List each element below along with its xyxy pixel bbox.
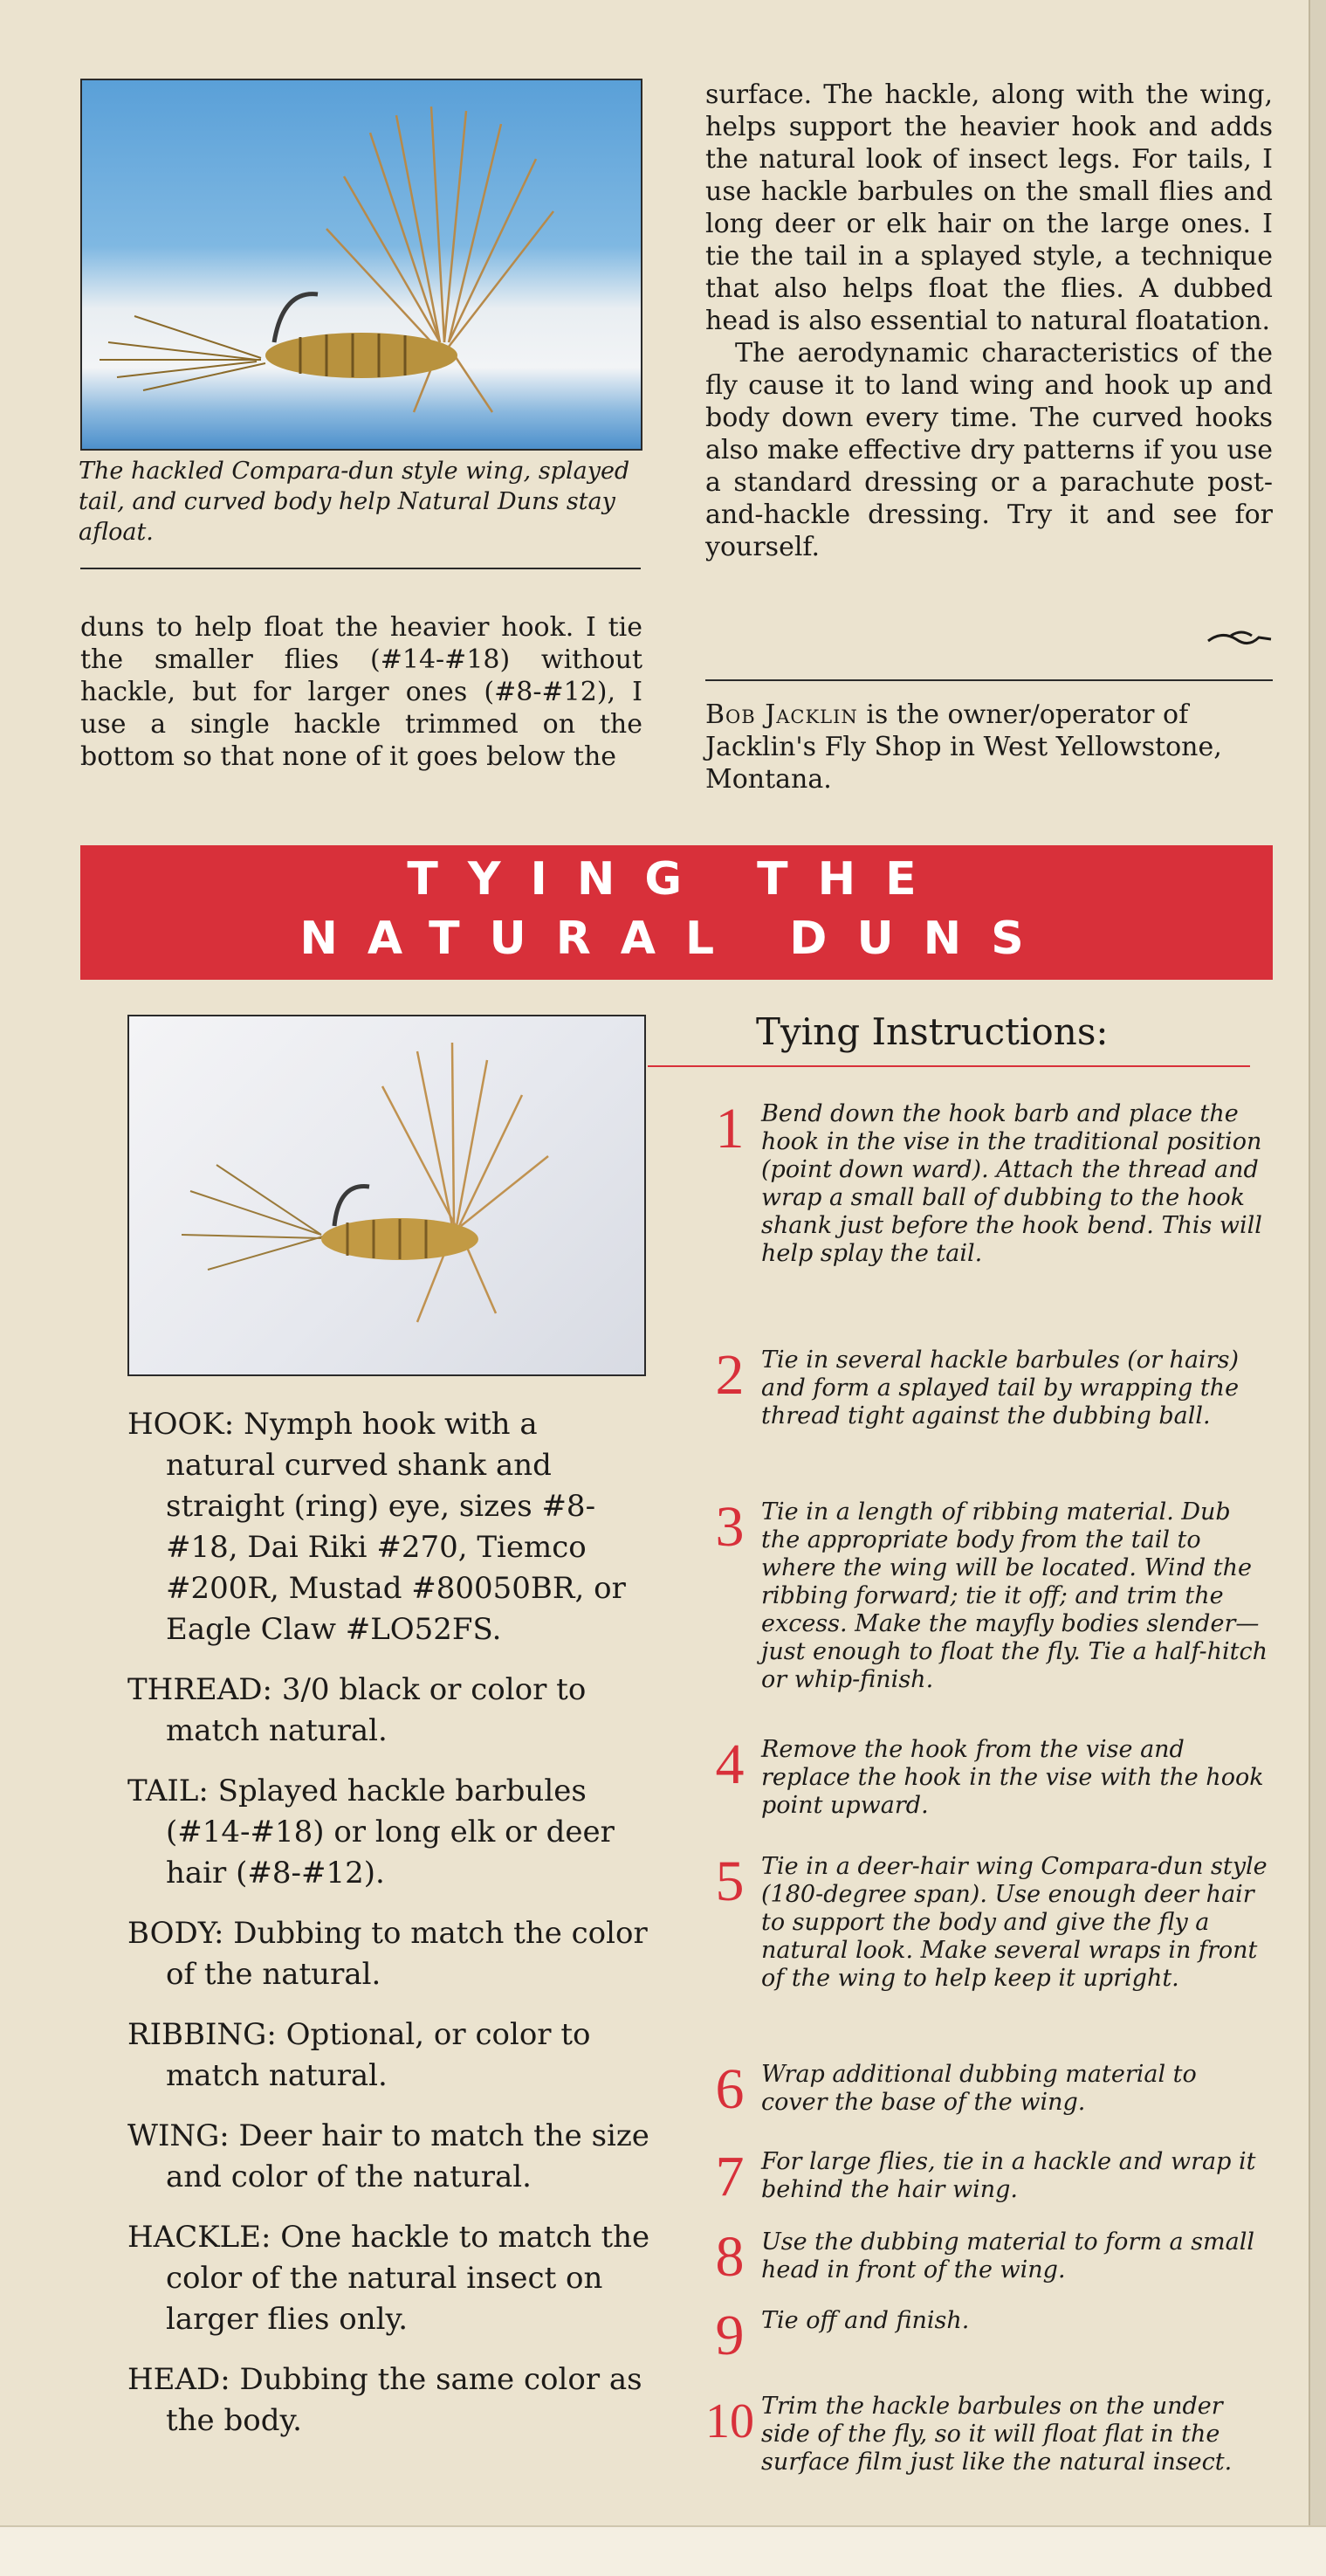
recipe-item-label: WING: bbox=[127, 2118, 230, 2153]
recipe-item-label: TAIL: bbox=[127, 1774, 209, 1808]
instruction-step bbox=[705, 1343, 1264, 1486]
instruction-step bbox=[705, 2393, 1264, 2489]
recipe-item bbox=[127, 2359, 651, 2442]
step-text: Trim the hackle barbules on the under side of the fly, so it will float flat in the surface film just like the natural insect. bbox=[761, 2393, 1233, 2476]
instruction-step bbox=[705, 2304, 1264, 2373]
end-of-article-icon bbox=[1205, 627, 1274, 653]
instruction-step bbox=[705, 1495, 1268, 1722]
step-text: Remove the hook from the vise and replace the hook in the vise with the hook point upward. bbox=[761, 1736, 1264, 1819]
recipe-item-label: HACKLE: bbox=[127, 2220, 271, 2255]
author-name: Bob Jacklin bbox=[705, 699, 858, 730]
recipe-item bbox=[127, 1670, 651, 1752]
fly-photo-bottom bbox=[127, 1015, 646, 1376]
step-text: For large flies, tie in a hackle and wrap it behind the hair wing. bbox=[761, 2148, 1256, 2203]
recipe-list bbox=[127, 1404, 651, 2461]
step-number: 9 bbox=[715, 2304, 745, 2367]
author-bio-text: is the owner/operator of Jacklin's Fly Shop in West Yellowstone, Montana. bbox=[705, 699, 1222, 795]
banner-line-2: NATURAL DUNS bbox=[299, 913, 1054, 965]
instruction-step bbox=[705, 2145, 1264, 2214]
recipe-item-label: BODY: bbox=[127, 1916, 224, 1951]
step-number: 6 bbox=[715, 2057, 745, 2121]
left-column-text bbox=[80, 611, 642, 773]
step-text: Use the dubbing material to form a small head in front of the wing. bbox=[761, 2228, 1255, 2283]
step-number: 3 bbox=[715, 1495, 745, 1559]
bio-divider bbox=[705, 679, 1273, 681]
instruction-step bbox=[705, 1097, 1264, 1329]
right-paragraph-1: surface. The hackle, along with the wing, helps support the heavier hook and adds the natural look of insect legs. For tails, I use hackle barbules on the small flies and long deer or elk hair on the large ones. I tie the tail in a splayed style, a technique that also helps float the flies. A dubbed head is also essential to natural floatation. bbox=[705, 79, 1273, 336]
recipe-item-text: Dubbing to match the color of the natural. bbox=[166, 1916, 648, 1992]
recipe-item bbox=[127, 2015, 651, 2097]
author-bio bbox=[705, 699, 1273, 796]
instruction-step bbox=[705, 1732, 1264, 1839]
recipe-item bbox=[127, 2116, 651, 2198]
left-paragraph: duns to help float the heavier hook. I tie the smaller flies (#14-#18) without hackle, but for larger ones (#8-#12), I use a single hackle trimmed on the bottom so that none of it goes below the bbox=[80, 612, 642, 772]
step-number: 5 bbox=[715, 1849, 745, 1913]
caption-divider bbox=[80, 568, 641, 569]
fly-illustration-2 bbox=[129, 1016, 644, 1374]
recipe-item-text: One hackle to match the color of the natural insect on larger flies only. bbox=[166, 2220, 650, 2337]
instructions-divider bbox=[648, 1065, 1250, 1067]
step-number: 7 bbox=[715, 2145, 745, 2208]
instruction-step bbox=[705, 2225, 1264, 2295]
photo-caption: The hackled Compara-dun style wing, splayed tail, and curved body help Natural Duns stay afloat. bbox=[79, 458, 630, 546]
recipe-item-text: Nymph hook with a natural curved shank and straight (ring) eye, sizes #8-#18, Dai Riki #270, Tiemco #200R, Mustad #80050BR, or Eagle Claw #LO52FS. bbox=[166, 1407, 626, 1647]
instructions-title: Tying Instructions: bbox=[756, 1010, 1109, 1053]
recipe-item-text: Splayed hackle barbules (#14-#18) or long elk or deer hair (#8-#12). bbox=[166, 1774, 615, 1891]
recipe-item-text: Optional, or color to match natural. bbox=[166, 2017, 591, 2093]
recipe-item bbox=[127, 1404, 651, 1650]
step-number: 4 bbox=[715, 1732, 745, 1796]
step-text: Tie off and finish. bbox=[761, 2307, 970, 2334]
right-paragraph-2: The aerodynamic characteristics of the fly cause it to land wing and hook up and body down every time. The curved hooks also make effective dry patterns if you use a standard dressing or a parachute post-and-hackle dressing. Try it and see for yourself. bbox=[705, 338, 1273, 562]
recipe-item-text: Deer hair to match the size and color of the natural. bbox=[166, 2118, 649, 2194]
recipe-item bbox=[127, 1771, 651, 1894]
page-edge bbox=[1309, 0, 1326, 2576]
recipe-item bbox=[127, 2217, 651, 2340]
step-text: Tie in a deer-hair wing Compara-dun style (180-degree span). Use enough deer hair to support the body and give the fly a natural look. Make several wraps in front of the wing to help keep it upright. bbox=[761, 1853, 1268, 1992]
fly-illustration bbox=[82, 80, 641, 449]
banner-line-1: TYING THE bbox=[407, 853, 946, 906]
step-number: 1 bbox=[715, 1097, 745, 1161]
fly-photo-top bbox=[80, 79, 642, 451]
step-number: 2 bbox=[715, 1343, 745, 1407]
recipe-item-label: HEAD: bbox=[127, 2362, 230, 2397]
right-column-text bbox=[705, 79, 1273, 563]
step-number: 10 bbox=[705, 2394, 754, 2449]
recipe-item-label: RIBBING: bbox=[127, 2017, 277, 2052]
step-text: Tie in a length of ribbing material. Dub the appropriate body from the tail to where the wing will be located. Wind the ribbing forward; tie it off; and trim the excess. Make the mayfly bodies slender—just enough to float the fly. Tie a half-hitch or whip-finish. bbox=[761, 1498, 1268, 1693]
page-bottom-margin bbox=[0, 2525, 1326, 2576]
step-text: Wrap additional dubbing material to cover the base of the wing. bbox=[761, 2061, 1197, 2116]
recipe-item-text: 3/0 black or color to match natural. bbox=[166, 1672, 587, 1748]
step-text: Tie in several hackle barbules (or hairs) and form a splayed tail by wrapping the thread tight against the dubbing ball. bbox=[761, 1347, 1240, 1429]
step-number: 8 bbox=[715, 2225, 745, 2289]
instruction-step bbox=[705, 1849, 1268, 2047]
recipe-item-label: THREAD: bbox=[127, 1672, 273, 1707]
recipe-item-label: HOOK: bbox=[127, 1407, 235, 1442]
recipe-item-text: Dubbing the same color as the body. bbox=[166, 2362, 642, 2438]
recipe-item bbox=[127, 1913, 651, 1995]
section-banner bbox=[80, 845, 1273, 980]
instruction-step bbox=[705, 2057, 1264, 2134]
step-text: Bend down the hook barb and place the hook in the vise in the traditional position (point down ward). Attach the thread and wrap a small ball of dubbing to the hook shank just before the hook bend. This will help splay the tail. bbox=[761, 1100, 1262, 1267]
